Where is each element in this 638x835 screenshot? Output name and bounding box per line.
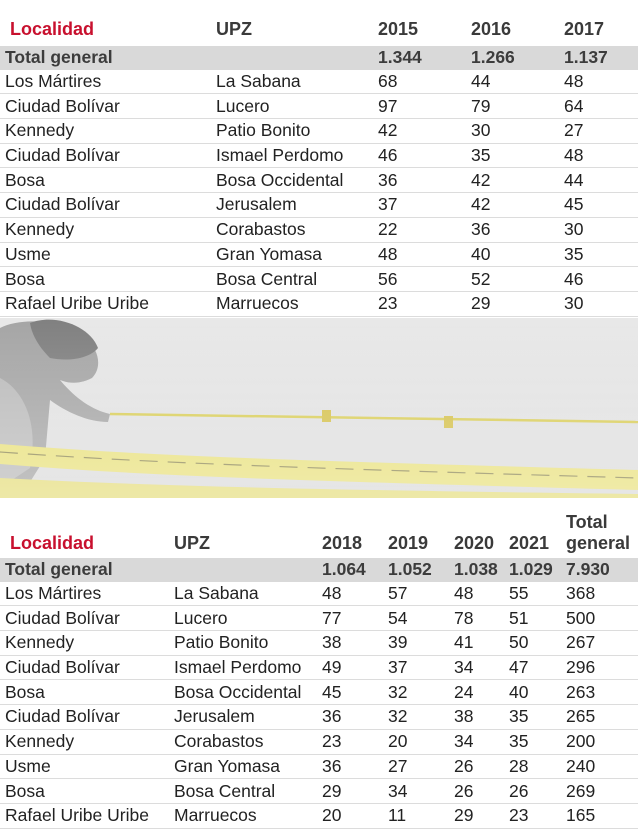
cell-localidad: Ciudad Bolívar (0, 193, 216, 218)
table-row (0, 655, 638, 680)
cell-upz: Gran Yomasa (216, 242, 378, 267)
cell-upz: Bosa Occidental (174, 680, 322, 705)
total-cell: 1.344 (378, 46, 471, 70)
header-year: 2016 (471, 18, 512, 39)
cell-value: 27 (564, 119, 638, 144)
cell-value: 368 (566, 582, 638, 606)
cell-localidad: Rafael Uribe Uribe (0, 291, 216, 316)
cell-value: 27 (388, 754, 454, 779)
cell-value: 35 (471, 143, 564, 168)
cell-value: 35 (509, 729, 566, 754)
cell-upz: Bosa Central (216, 267, 378, 292)
cell-upz: Bosa Central (174, 779, 322, 804)
table-row (0, 729, 638, 754)
table-row (0, 193, 638, 218)
cell-upz: Patio Bonito (174, 631, 322, 656)
table-row (0, 94, 638, 119)
header-year: 2015 (378, 18, 419, 39)
cell-value: 48 (564, 143, 638, 168)
cell-value: 265 (566, 705, 638, 730)
cell-localidad: Bosa (0, 267, 216, 292)
cell-value: 41 (454, 631, 509, 656)
cell-value: 165 (566, 803, 638, 828)
cell-localidad: Ciudad Bolívar (0, 606, 174, 631)
cell-value: 48 (322, 582, 388, 606)
cell-value: 30 (471, 119, 564, 144)
cell-value: 48 (454, 582, 509, 606)
cell-value: 64 (564, 94, 638, 119)
cell-value: 45 (564, 193, 638, 218)
cell-upz: Patio Bonito (216, 119, 378, 144)
table-2015-2017 (0, 12, 638, 317)
cell-value: 97 (378, 94, 471, 119)
cell-value: 42 (378, 119, 471, 144)
cell-value: 29 (322, 779, 388, 804)
cell-upz: Ismael Perdomo (174, 655, 322, 680)
total-row (0, 46, 638, 70)
header-year: 2019 (388, 533, 429, 553)
cell-value: 36 (322, 705, 388, 730)
cell-value: 34 (388, 779, 454, 804)
cell-value: 39 (388, 631, 454, 656)
cell-value: 22 (378, 217, 471, 242)
cell-value: 78 (454, 606, 509, 631)
cell-value: 37 (378, 193, 471, 218)
total-cell: 1.266 (471, 46, 564, 70)
cell-value: 29 (471, 291, 564, 316)
cell-value: 34 (454, 729, 509, 754)
cell-value: 46 (378, 143, 471, 168)
cell-upz: Gran Yomasa (174, 754, 322, 779)
table-row (0, 779, 638, 804)
cell-value: 26 (454, 779, 509, 804)
table-row (0, 680, 638, 705)
cell-upz: Jerusalem (174, 705, 322, 730)
table-row (0, 70, 638, 94)
cell-value: 57 (388, 582, 454, 606)
total-cell: 1.137 (564, 46, 638, 70)
cell-localidad: Ciudad Bolívar (0, 705, 174, 730)
cell-value: 23 (509, 803, 566, 828)
cell-value: 20 (322, 803, 388, 828)
table-2018-2021 (0, 506, 638, 829)
cell-value: 47 (509, 655, 566, 680)
cell-value: 45 (322, 680, 388, 705)
cell-upz: Corabastos (216, 217, 378, 242)
cell-value: 40 (471, 242, 564, 267)
cell-value: 55 (509, 582, 566, 606)
cell-value: 11 (388, 803, 454, 828)
cell-value: 296 (566, 655, 638, 680)
cell-value: 36 (322, 754, 388, 779)
cell-localidad: Ciudad Bolívar (0, 94, 216, 119)
cell-upz: Corabastos (174, 729, 322, 754)
cell-value: 28 (509, 754, 566, 779)
crime-scene-illustration (0, 318, 638, 498)
cell-upz: Bosa Occidental (216, 168, 378, 193)
cell-value: 267 (566, 631, 638, 656)
cell-localidad: Rafael Uribe Uribe (0, 803, 174, 828)
header-year: 2018 (322, 533, 363, 553)
cell-upz: Marruecos (174, 803, 322, 828)
cell-value: 46 (564, 267, 638, 292)
header-upz: UPZ (174, 533, 210, 553)
cell-value: 49 (322, 655, 388, 680)
cell-localidad: Kennedy (0, 729, 174, 754)
table-row (0, 582, 638, 606)
cell-localidad: Bosa (0, 168, 216, 193)
cell-value: 56 (378, 267, 471, 292)
cell-value: 35 (509, 705, 566, 730)
cell-value: 20 (388, 729, 454, 754)
total-row (0, 558, 638, 582)
cell-localidad: Los Mártires (0, 582, 174, 606)
cell-value: 48 (564, 70, 638, 94)
cell-localidad: Bosa (0, 680, 174, 705)
cell-upz: Jerusalem (216, 193, 378, 218)
cell-value: 54 (388, 606, 454, 631)
cell-value: 35 (564, 242, 638, 267)
cell-value: 200 (566, 729, 638, 754)
table-header-row (0, 506, 638, 558)
cell-localidad: Bosa (0, 779, 174, 804)
table-row (0, 803, 638, 828)
total-cell: 1.052 (388, 558, 454, 582)
header-year: 2020 (454, 533, 495, 553)
table-row (0, 143, 638, 168)
cell-value: 42 (471, 168, 564, 193)
cell-value: 32 (388, 705, 454, 730)
table-row (0, 631, 638, 656)
cell-localidad: Los Mártires (0, 70, 216, 94)
cell-value: 500 (566, 606, 638, 631)
cell-value: 26 (454, 754, 509, 779)
cell-value: 34 (454, 655, 509, 680)
cell-value: 23 (322, 729, 388, 754)
cell-localidad: Ciudad Bolívar (0, 655, 174, 680)
header-localidad: Localidad (10, 533, 95, 553)
cell-localidad: Ciudad Bolívar (0, 143, 216, 168)
table-header-row (0, 12, 638, 46)
cell-value: 50 (509, 631, 566, 656)
header-localidad: Localidad (10, 18, 95, 39)
table-row (0, 291, 638, 316)
header-upz: UPZ (216, 18, 252, 39)
cell-upz: Lucero (216, 94, 378, 119)
total-cell (174, 558, 322, 582)
cell-value: 37 (388, 655, 454, 680)
table-row (0, 119, 638, 144)
table-row (0, 705, 638, 730)
cell-localidad: Kennedy (0, 631, 174, 656)
cell-upz: La Sabana (174, 582, 322, 606)
cell-value: 44 (471, 70, 564, 94)
cell-value: 42 (471, 193, 564, 218)
cell-localidad: Usme (0, 242, 216, 267)
cell-value: 240 (566, 754, 638, 779)
cell-value: 44 (564, 168, 638, 193)
cell-value: 77 (322, 606, 388, 631)
header-year: 2021 (509, 533, 550, 553)
total-label: Total general (0, 46, 216, 70)
cell-upz: La Sabana (216, 70, 378, 94)
cell-value: 38 (322, 631, 388, 656)
total-cell (216, 46, 378, 70)
total-cell: 1.029 (509, 558, 566, 582)
cell-value: 68 (378, 70, 471, 94)
cell-value: 52 (471, 267, 564, 292)
total-cell: 1.064 (322, 558, 388, 582)
cell-localidad: Kennedy (0, 217, 216, 242)
cell-value: 40 (509, 680, 566, 705)
table-row (0, 267, 638, 292)
total-cell: 1.038 (454, 558, 509, 582)
cell-value: 38 (454, 705, 509, 730)
table-row (0, 606, 638, 631)
cell-value: 48 (378, 242, 471, 267)
cell-upz: Marruecos (216, 291, 378, 316)
crime-scene-photo (0, 318, 638, 498)
table-row (0, 168, 638, 193)
cell-value: 30 (564, 291, 638, 316)
total-label: Total general (0, 558, 174, 582)
cell-value: 32 (388, 680, 454, 705)
cell-value: 30 (564, 217, 638, 242)
cell-value: 263 (566, 680, 638, 705)
cell-value: 79 (471, 94, 564, 119)
cell-value: 23 (378, 291, 471, 316)
cell-upz: Lucero (174, 606, 322, 631)
table-row (0, 217, 638, 242)
total-cell: 7.930 (566, 558, 638, 582)
cell-localidad: Kennedy (0, 119, 216, 144)
header-total-general: Total general (566, 512, 631, 553)
table-row (0, 754, 638, 779)
table-row (0, 242, 638, 267)
cell-value: 36 (471, 217, 564, 242)
cell-value: 269 (566, 779, 638, 804)
cell-localidad: Usme (0, 754, 174, 779)
cell-value: 36 (378, 168, 471, 193)
cell-value: 24 (454, 680, 509, 705)
cell-value: 29 (454, 803, 509, 828)
header-year: 2017 (564, 18, 605, 39)
cell-value: 26 (509, 779, 566, 804)
cell-upz: Ismael Perdomo (216, 143, 378, 168)
cell-value: 51 (509, 606, 566, 631)
